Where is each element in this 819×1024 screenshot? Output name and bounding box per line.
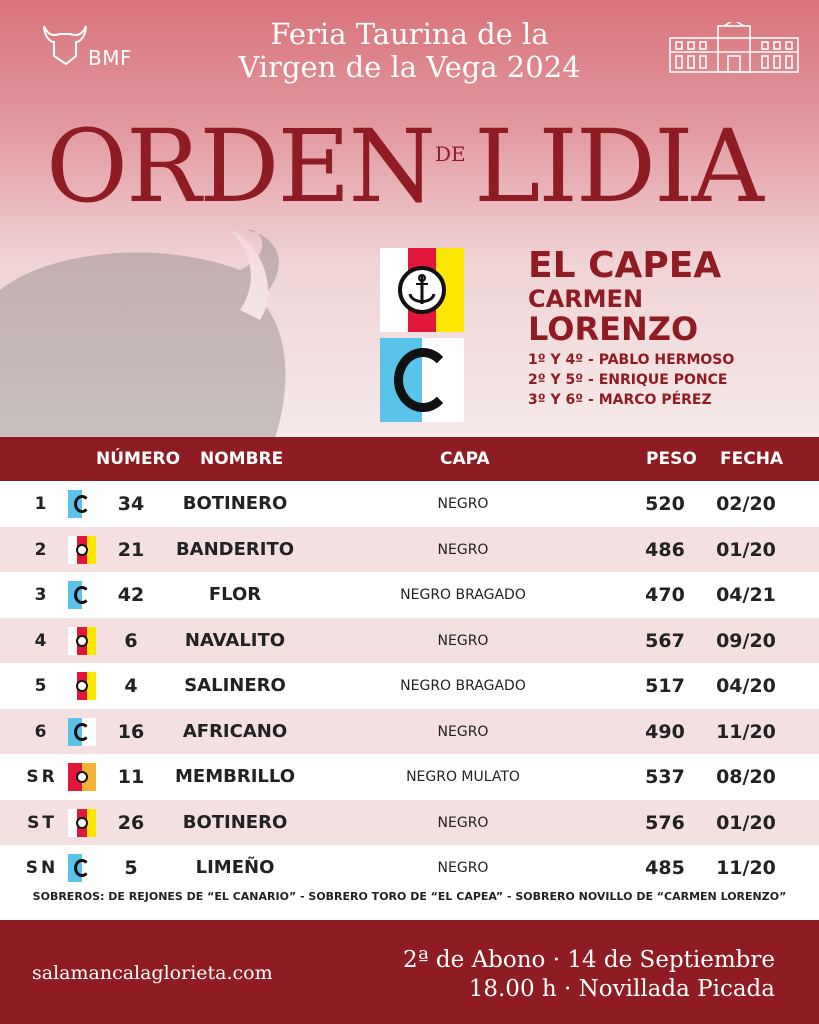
- row-number: 5: [124, 857, 138, 879]
- emblem-icon: [76, 680, 88, 692]
- row-peso: 470: [645, 584, 685, 606]
- row-fecha: 01/20: [716, 811, 776, 834]
- row-nombre: BOTINERO: [182, 493, 288, 514]
- row-number: 34: [117, 493, 145, 515]
- row-position: 2: [34, 539, 50, 560]
- c-letter-icon: [74, 495, 90, 513]
- row-peso: 520: [645, 493, 685, 515]
- table-row: [0, 663, 819, 708]
- row-capa: NEGRO: [437, 496, 489, 512]
- flag-stripe: [87, 627, 96, 655]
- row-capa: NEGRO: [437, 723, 489, 740]
- row-fecha: 11/20: [716, 857, 776, 879]
- header-area: [0, 0, 819, 437]
- row-capa: NEGRO: [437, 632, 489, 649]
- c-brand-icon: [68, 490, 96, 518]
- emblem-icon: [76, 817, 88, 829]
- row-fecha: 01/20: [716, 538, 776, 561]
- row-nombre: NAVALITO: [184, 629, 286, 651]
- flag-stripe: [87, 672, 96, 700]
- row-peso: 517: [645, 675, 685, 697]
- row-fecha: 08/20: [716, 766, 776, 788]
- row-position: 6: [34, 721, 50, 742]
- rejoneador-3: 3º Y 6º - MARCO PÉREZ: [528, 392, 712, 408]
- row-nombre: MEMBRILLO: [175, 766, 295, 787]
- row-fecha: 11/20: [716, 720, 776, 743]
- anchor-flag-icon: [68, 809, 96, 837]
- row-nombre: SALINERO: [184, 675, 286, 696]
- event-time: 18.00 h · Novillada Picada: [468, 976, 775, 1002]
- row-number: 26: [117, 811, 145, 834]
- header-peso: PESO: [646, 449, 697, 469]
- c-letter-icon: [74, 859, 90, 877]
- table-row: [0, 800, 819, 845]
- row-position: 4: [34, 630, 50, 651]
- row-nombre: FLOR: [208, 584, 262, 605]
- header-numero: NÚMERO: [96, 449, 181, 469]
- row-position: 3: [34, 585, 50, 605]
- sobreros-note: SOBREROS: DE REJONES DE “EL CANARIO” - SOBRERO TORO DE “EL CAPEA” - SOBRERO NOVILLO DE “CARMEN LORENZO”: [32, 890, 787, 903]
- c-brand-icon: [68, 854, 96, 882]
- header-nombre: NOMBRE: [200, 449, 284, 469]
- row-number: 6: [124, 629, 138, 652]
- title-word-de: DE: [435, 142, 466, 166]
- sobrero-flag-icon: [68, 763, 96, 791]
- rejoneadores-list: [528, 350, 734, 410]
- emblem-icon: [76, 635, 88, 647]
- anchor-flag-icon: [68, 627, 96, 655]
- row-number: 42: [117, 584, 145, 606]
- header-capa: CAPA: [440, 449, 490, 469]
- table-row: [0, 481, 819, 526]
- anchor-flag-icon: [68, 536, 96, 564]
- row-capa: NEGRO BRAGADO: [400, 587, 526, 603]
- anchor-emblem-icon: [396, 264, 448, 316]
- c-brand-icon: [68, 718, 96, 746]
- row-peso: 537: [645, 766, 685, 788]
- row-fecha: 04/20: [716, 675, 776, 697]
- row-position: ST: [27, 812, 57, 833]
- title-word-orden: ORDEN: [46, 108, 434, 225]
- row-nombre: AFRICANO: [182, 720, 288, 742]
- header-fecha: FECHA: [720, 449, 784, 469]
- table-row: [0, 618, 819, 663]
- row-peso: 490: [645, 720, 685, 743]
- c-brand-icon: [394, 348, 452, 412]
- bull-image: [0, 230, 380, 437]
- c-letter-icon: [74, 723, 90, 741]
- ganaderia-el-capea: EL CAPEA: [528, 245, 722, 286]
- flag-stripe: [87, 809, 96, 837]
- row-position: 5: [34, 676, 50, 696]
- event-info: [403, 946, 775, 1004]
- website-link[interactable]: salamancalaglorieta.com: [32, 962, 273, 984]
- emblem-icon: [76, 544, 88, 556]
- row-peso: 486: [645, 538, 685, 561]
- feria-line2: Virgen de la Vega 2024: [238, 50, 581, 84]
- row-position: SN: [25, 858, 59, 878]
- feria-line1: Feria Taurina de la: [270, 17, 549, 51]
- footer: [0, 920, 819, 1024]
- row-capa: NEGRO MULATO: [406, 769, 520, 785]
- table-row: [0, 845, 819, 890]
- ganaderia-carmen: CARMEN: [528, 285, 644, 313]
- bmf-text: BMF: [88, 46, 132, 70]
- c-brand-icon: [68, 581, 96, 609]
- row-fecha: 09/20: [716, 629, 776, 652]
- c-letter-icon: [74, 586, 90, 604]
- el-capea-flag-icon: [380, 248, 464, 332]
- table-row: [0, 709, 819, 754]
- page-title: [0, 108, 819, 225]
- rejoneador-2: 2º Y 5º - ENRIQUE PONCE: [528, 372, 728, 388]
- row-peso: 567: [645, 629, 685, 652]
- row-number: 21: [117, 538, 145, 561]
- row-fecha: 04/21: [716, 584, 776, 606]
- table-row: [0, 754, 819, 799]
- row-capa: NEGRO: [437, 814, 489, 831]
- carmen-lorenzo-flag-icon: [380, 338, 464, 422]
- rejoneador-1: 1º Y 4º - PABLO HERMOSO: [528, 352, 735, 368]
- row-capa: NEGRO: [437, 541, 489, 558]
- row-capa: NEGRO: [437, 860, 489, 876]
- row-position: 1: [34, 494, 50, 514]
- title-word-lidia: LIDIA: [474, 108, 762, 225]
- ganaderia-lorenzo: LORENZO: [528, 310, 699, 348]
- row-fecha: 02/20: [716, 493, 776, 515]
- emblem-icon: [76, 771, 88, 783]
- table-header: [0, 437, 819, 481]
- row-number: 11: [117, 766, 145, 788]
- row-nombre: BANDERITO: [175, 538, 295, 560]
- row-number: 16: [117, 720, 145, 743]
- ganaderia-block: [528, 246, 734, 410]
- row-peso: 485: [645, 857, 685, 879]
- table-row: [0, 527, 819, 572]
- table-row: [0, 572, 819, 617]
- anchor-flag-icon: [68, 672, 96, 700]
- row-peso: 576: [645, 811, 685, 834]
- row-position: SR: [26, 767, 58, 787]
- row-nombre: LIMEÑO: [195, 857, 275, 878]
- flag-stripe: [87, 536, 96, 564]
- row-number: 4: [124, 675, 138, 697]
- row-nombre: BOTINERO: [182, 811, 288, 833]
- feria-title: [0, 18, 819, 84]
- event-date: 2ª de Abono · 14 de Septiembre: [403, 947, 775, 973]
- row-capa: NEGRO BRAGADO: [400, 678, 526, 694]
